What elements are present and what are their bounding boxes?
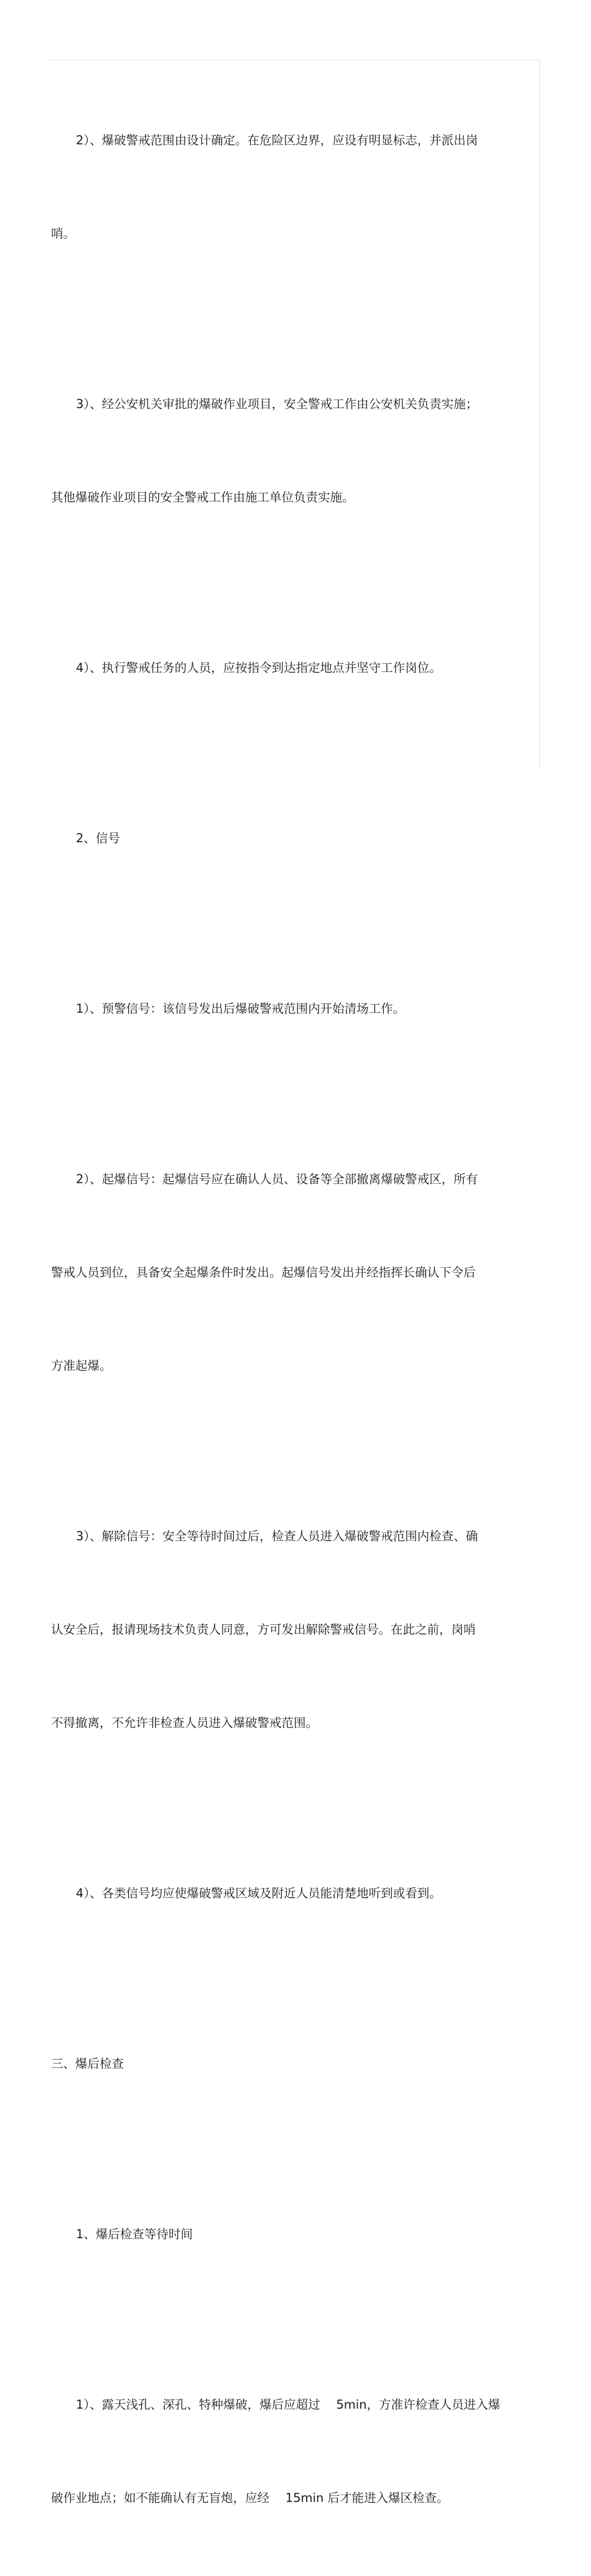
paragraph-signal-audibility (51, 1816, 536, 1971)
section-heading-post-blast-inspection (51, 1986, 536, 2142)
text-line: 破作业地点；如不能确认有无盲炮，应经 15min 后才能进入爆区检查。 (51, 2491, 449, 2505)
paragraph-release-signal (51, 1459, 536, 1801)
text-line: 2、信号 (76, 831, 120, 845)
paragraph-detonation-signal (51, 1102, 536, 1444)
text-line: 方准起爆。 (51, 1359, 112, 1373)
text-line: 三、爆后检查 (51, 2057, 124, 2071)
text-line: 4）、执行警戒任务的人员，应按指令到达指定地点并坚守工作岗位。 (76, 661, 442, 675)
text-line: 1）、预警信号：该信号发出后爆破警戒范围内开始清场工作。 (76, 1002, 406, 1016)
text-line: 3）、解除信号：安全等待时间过后，检查人员进入爆破警戒范围内检查、确 (76, 1529, 478, 1543)
paragraph-open-pit-waiting (51, 2327, 536, 2576)
paragraph-guard-personnel (51, 590, 536, 746)
paragraph-warning-signal (51, 931, 536, 1087)
text-line: 3）、经公安机关审批的爆破作业项目，安全警戒工作由公安机关负责实施； (76, 397, 478, 411)
text-line: 1）、露天浅孔、深孔、特种爆破，爆后应超过 5min，方准许检查人员进入爆 (76, 2397, 501, 2412)
text-line: 2）、爆破警戒范围由设计确定。在危险区边界，应设有明显标志，并派出岗 (76, 133, 478, 147)
text-line: 2）、起爆信号：起爆信号应在确认人员、设备等全部撤离爆破警戒区，所有 (76, 1172, 478, 1186)
text-line: 不得撤离，不允许非检查人员进入爆破警戒范围。 (51, 1716, 319, 1730)
text-line: 其他爆破作业项目的安全警戒工作由施工单位负责实施。 (51, 490, 355, 505)
text-line: 哨。 (51, 226, 76, 241)
paragraph-warning-range (51, 63, 536, 312)
document-body (51, 63, 536, 2576)
text-line: 认安全后，报请现场技术负责人同意，方可发出解除警戒信号。在此之前，岗哨 (51, 1622, 476, 1637)
text-line: 警戒人员到位，具备安全起爆条件时发出。起爆信号发出并经指挥长确认下令后 (51, 1265, 476, 1280)
section-heading-signals (51, 761, 536, 916)
paragraph-police-approval (51, 327, 536, 575)
text-line: 1、爆后检查等待时间 (76, 2227, 193, 2241)
subsection-heading-waiting-time (51, 2157, 536, 2312)
text-line: 4）、各类信号均应使爆破警戒区域及附近人员能清楚地听到或看到。 (76, 1886, 442, 1900)
